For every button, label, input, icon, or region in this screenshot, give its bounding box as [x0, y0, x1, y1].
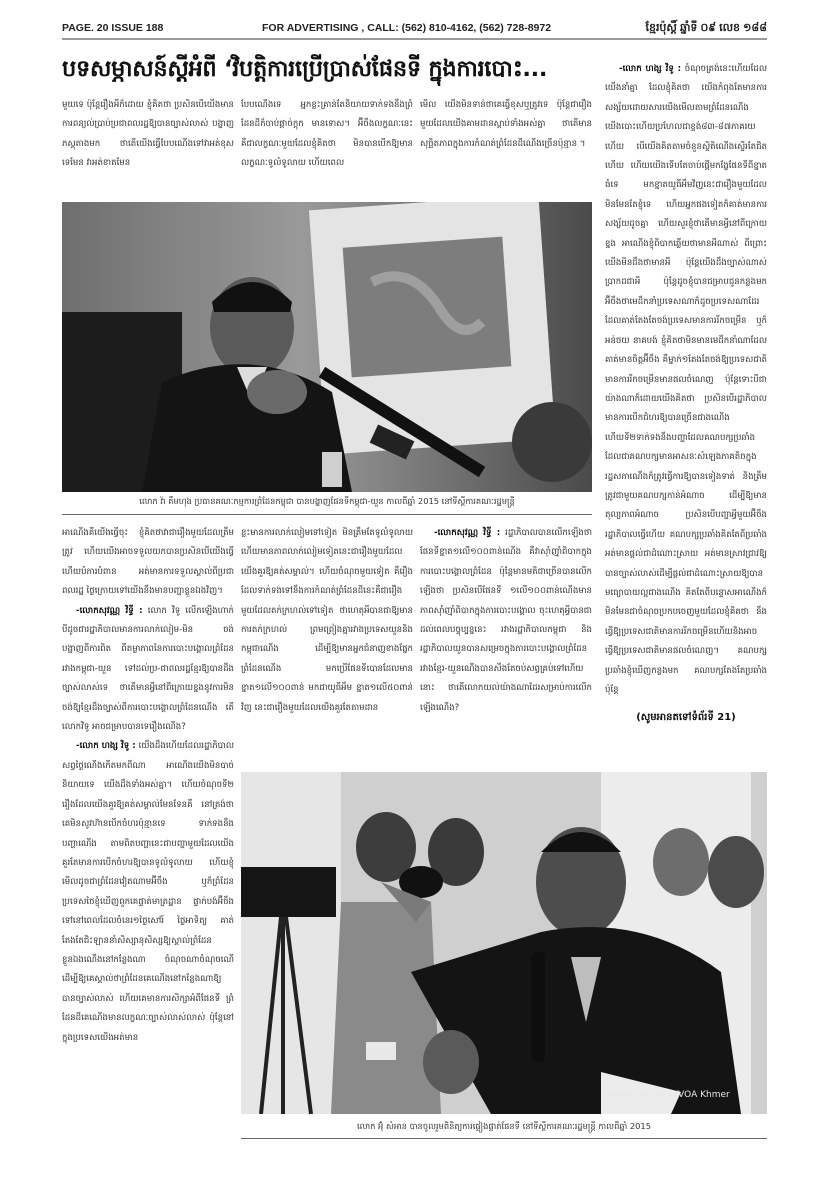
top-column-1 — [62, 96, 234, 194]
right-column — [605, 60, 767, 708]
paragraph — [420, 524, 592, 718]
top-column-3 — [420, 96, 592, 194]
top-column-2 — [241, 96, 413, 194]
paragraph: បែបណើងទេ អ្នកខ្លះគ្រាន់តែនិយាយទាក់ទងនឹងព្រំដែនដីក៏ចាប់ផ្ដាច់ក្ដុក មានទោស។ អ៊ីចឹងលក្ខណៈនេះ គឺជាលក្ខណៈមួយដែលខ្ញុំគិតថា មិនបានបើកឱ្យមានលក្ខណៈទូលំទូលាយ ហើយពេល — [241, 100, 413, 169]
paragraph — [605, 60, 767, 700]
photo-press-crowd — [241, 772, 767, 1114]
mid-column-1 — [62, 524, 234, 1118]
photo-credit: Neou Vannarin/VOA Khmer — [609, 1090, 730, 1100]
speaker-label: -លោកសុវណ្ណ វិទ្ធី : — [434, 528, 501, 538]
paragraph-text: រដ្ឋាភិបាលបានលើកឡើងថា ផែនទីខ្នាត១លើ១០០ពាន់ណើង គឺវាស៊ាំញ៉ាំពិបាកក្នុងការបោះបង្គោលព្រំដែន ប៉ុន្តែមានមតិជាច្រើនបានលើកឡើងថា ប្រសិនបើផែនទី ១លើ១០០ពាន់ណើងមានភាពស៊ាំញ៉ាំពិបាកក្នុងការបោះបង្គោល ចុះហេតុអ្វីបានជាដល់ពេលបច្ចុប្បន្ននេះ រវាងរដ្ឋាភិបាលកម្ពុជា និងរដ្ឋាភិបាលយួនបានសម្រេចក្នុងការបោះបង្គោលព្រំដែនរវាងខ្មែរ-យួនណើងបានសឹងតែចប់សព្វគ្រប់ទៅហើយនោះ ថាតើលោកយល់យ៉ាងណាដែរសម្រាប់ការលើកឡើងណើង? — [420, 528, 592, 713]
speaker-label: -លោក ហង្ស វិទូ : — [76, 741, 136, 752]
photo2-caption: លោក អ៊ុំ សំអាន បានចូលរួមពិនិត្យការផ្ទៀងផ្ទាត់ផែនទី នៅទីស្តីការគណៈរដ្ឋមន្ត្រី កាលពីឆ្នាំ 2015 — [356, 1121, 651, 1131]
mid-column-2 — [241, 524, 413, 758]
caption-divider — [241, 1138, 767, 1139]
photo-press-conference-map — [62, 202, 592, 492]
caption-divider — [62, 514, 592, 515]
mid-column-3 — [420, 524, 592, 758]
paragraph-text: យើងដឹងហើយដែលរដ្ឋាភិបាលសព្វថ្ងៃណើងកើតមកពីណា អាណើងយើងមិនបាច់និយាយទេ យើងដឹងទាំងអស់គ្នា។ ហើយចំណុចទី២ រឿងដែលយើងគួរឱ្យគត់សម្គាល់មែនទែនគឺ នៅត្រង់ថាគេមិនសូវហ៊ានបើកចំហរប៉ុន្មានទេ ទាក់ទងនឹងបញ្ហាណើង តាមពិតបញ្ហានេះជាបញ្ហាមួយដែលយើងគួរតែមានការបើកចំហរឱ្យបានទូលំទូលាយ ហើយខ្ញុំមើលដូចជាព្រំដែនវៀតណាមអ៊ីចឹង ឬក៏ព្រំដែនប្រទេសថៃខ្ញុំឃើញពួកគេផ្ទាត់មាត្រដ្ឋាន ផ្ទាក់បង់អ៊ីចឹងទៅនៅពេលដែលចំនេរ១ថ្ងៃសៅរ៍ ថ្ងៃអាទិត្យ គាត់តែងតែជិះឡាននាំសិស្សានុសិស្សឱ្យស្គាល់ព្រំដែនខ្លួនឯងណើងនៅកន្លែងណា ចំណុចណាចំណុចណើ ដើម្បីឱ្យគេស្គាល់ថាព្រំដែនគេណើងនៅកន្លែងណាឱ្យបានច្បាស់លាស់ ហើយគេមានការសិក្សាអំពីផែនទី ព្រំដែនដីគេណើងមានលក្ខណៈច្បាស់លាស់លាស់ ប៉ុន្តែនៅក្នុងប្រទេសយើងអត់មាន — [62, 741, 234, 1043]
page-issue-label: PAGE. 20 ISSUE 188 — [62, 22, 164, 34]
paragraph-text: អាណើងគឺយើងធ្វើចុះ ខ្ញុំគិតថាវាជារឿងមួយដែលត្រឹមត្រូវ ហើយយើងអាចទទួលយកបានប្រសិនបើយើងធ្វើហើយបំភារបំពាន អត់មានការទទួលស្គាល់ពីប្រជាពលរដ្ឋ ថ្ងៃក្រោយទៅយើងនឹងមានបញ្ហាខ្លួនឯងវិញ។ — [62, 528, 234, 597]
photo-image — [62, 202, 592, 492]
paragraph: មើល យើងមិនទាន់ថាគេធ្វើខុសឬត្រូវទេ ប៉ុន្តែជារឿងមួយដែលយើងគាមដានស្ដាប់ទាំងអស់គ្នា ថាតើមានសុច្ឆិតភាពក្នុងការកំណត់ព្រំដែនដីណើងច្រើនប៉ុន្មាន ។ — [420, 100, 592, 149]
paragraph: មួយទេ ប៉ុន្តែរឿងអីក៏ដោយ ខ្ញុំគិតថា ប្រសិនបើយើងមានការពន្យល់ប្រាប់ប្រជាពលរដ្ឋឱ្យបានច្បាស់លាស់ បង្ហាញភស្តុតាងមក ថាតើយើងធ្វើបែបណើងទៅវាអត់ខុសទេមែន វាអត់ខាតមែន — [62, 100, 234, 169]
paragraph — [62, 737, 234, 1048]
paragraph — [62, 602, 234, 738]
paragraph-text: ខ្លះមានការលាក់លៀមទៅទៀត មិនត្រឹមតែទូលំទូលាយ ហើយមានភាពលាក់លៀមទៀតនេះជារឿងមួយដែលយើងគួរឱ្យគត់សម្គាល់។ ហើយចំណុចមួយទៀត គឺរឿងដែលទាក់ទងទៅនឹងការកំណត់ព្រំដែនដីនេះគឺជារឿងមួយដែលតក់ក្រហល់ទៅទៀត ថាហេតុអីបានជាឱ្យមានការតក់ក្រហល់ ព្រមព្រៀងគ្នារវាងប្រទេសយួននិងកម្ពុជាណើង ដើម្បីឱ្យមានអ្នកជំនាញខាងផ្នែកព្រំដែនណើង មកប្រើផែនទីបោនដែលមានខ្នាត១លើ១០០ពាន់ មកជាយូធីអឹម ខ្នាត១លើ៥០ពាន់វិញ នេះជារឿងមួយដែលយើងគួរតែតាមដាន — [241, 528, 413, 713]
continued-notice[interactable]: (សូមអានតទៅទំព័រទី 21) — [636, 712, 736, 723]
paragraph-text: លោក វិទូ លើកឡើងហាក់បីដូចជារដ្ឋាភិបាលមានការលាក់លៀម-មិន ចង់បង្ហាញពីការពិត ពីតម្លាភាពនៃការបោះបង្គោលព្រំដែនរវាងកម្ពុជា-យួន ទៅដល់ប្រ-ជាពលរដ្ឋខ្មែរឱ្យបានដឹងច្បាស់លាស់ទេ ថាតើមានអ្វីនៅពីក្រោយខ្នងនូវការមិនចង់ឱ្យខ្មែរដឹងច្បាស់ពីការបោះបង្គោលព្រំដែនណើង តើលោកវិទូ អាចជម្រាបបានទេរឿងណើង? — [62, 605, 234, 733]
photo-image — [241, 772, 767, 1114]
header-divider — [62, 38, 767, 40]
advertising-contact: FOR ADVERTISING , CALL: (562) 810-4162, (562) 728-8972 — [262, 22, 552, 34]
masthead-issue: ខ្មែរប៉ុស្តិ៍ ឆ្នាំទី ០៩ លេខ ១៨៨ — [645, 22, 767, 34]
paragraph — [241, 524, 413, 718]
article-headline: បទសម្ភាសន៍ស្ដីអំពី ‘វិបត្តិការប្រើប្រាស់ផែនទី ក្នុងការបោះ... — [62, 56, 548, 82]
photo1-caption: លោក វ៉ា គឹមហុង ប្រធានគណៈកម្មការព្រំដែនកម្ពុជា បានបង្ហាញផែនទីកម្ពុជា-យួន កាលពីឆ្នាំ 2015 នៅទីស្តីការគណៈរដ្ឋមន្ត្រី — [139, 496, 515, 506]
page-header — [62, 22, 767, 36]
speaker-label: -លោក ហង្ស វិទូ : — [619, 64, 682, 74]
paragraph-text: ចំណុចត្រង់នេះហើយដែលយើងនាំគ្នា ដែលខ្ញុំគិតថា យើងកំពុងតែមានការសង្ស័យដោយសារយើងមើលតាមព្រំដែនណើង យើងបោះហើយប្រហែលជាខ្ទង់៨៣-៨៧ភាគរយហើយ បើយើងគិតតាមចំនួនស្ថិតិណើងស្ទើរតែជិតហើយ ហើយយើងទើបតែចាប់ផ្ដើមកង្ខែផែនទីពីខ្នាតធំទេ មកខ្នាតយូធីអឹមវិញនេះជារឿងមួយដែលមិនមែនតែខ្ញុំទេ ហើយអ្នកផងទៀតក៏គាត់មានការសង្ស័យដូចគ្នា ហើយសួរខ្ញុំថាតើមានអ្វីនៅពីក្រោយខ្នង អាណើងខ្ញុំពិបាកឆ្លើយថាមានអីណាស់ ពីព្រោះយើងមិនដឹងថាមានអី ប៉ុន្តែយើងដឹងច្បាស់ណាស់ ប្រាកដជាអី ប៉ុន្តែដូចខ្ញុំបានជម្រាបជូនកន្លងមកអ៊ីចឹងថាមេដឹកនាំប្រទេសណាក៏ដូចប្រទេសណាដែរ ដែលគាត់តែងតែចង់ប្រទេសមានការរីកចម្រើន ឬក៏អន់ថយ នាគបង់ ខ្ញុំគិតថាមិនមានមេដឹកនាំណាដែលគាត់មានចិត្តអ៊ីចឹង គឺម្នាក់១តែងតែចង់ឱ្យប្រទេសជាតិមានការរីកចម្រើនមានផលចំណេញ ប៉ុន្តែទោះបីជាយ៉ាងណាក៏ដោយយើងគិតថា ប្រសិនបើរដ្ឋាភិបាលមានការបើកជំហរឱ្យបានច្រើនជាងណើង ហើយទី២ទាក់ទងនឹងបញ្ហាដែលគណបក្សប្រឆាំង ដែលជាគណបក្សមានអាសនៈសំឡេងភាគតិចក្នុងរដ្ឋសភាណើងក៏ត្រូវធ្វើការឱ្យបានទៀងទាត់ និងត្រឹមត្រូវជាមួយគណបក្សកាន់អំណាច ដើម្បីឱ្យមានតុល្យភាពអំណាច ប្រសិនបើបញ្ហាអ្វីមួយអ៊ីចឹង រដ្ឋាភិបាលធ្វើហើយ គណបក្សប្រឆាំងគិតតែពីប្រឆាំង អត់មានផ្ដល់ជាដំណោះស្រាយ អត់មានស្រាវជ្រាវឱ្យបានច្បាស់លាស់ដើម្បីផ្ដល់ជាដំណោះស្រាយឱ្យបានមធ្យោបាយល្អជាងណើង គិតតែពីបន្ទោសអាណើងក៏មិនមែនជាចំណុចប្រកបចេញមួយដែលខ្ញុំគិតថា នឹងធ្វើឱ្យប្រទេសជាតិមានការរីកចម្រើនហើយនិងអាចធ្វើឱ្យប្រទេសជាតិមានផលចំណេញ។ គណបក្សប្រឆាំងខ្ញុំឃើញកន្លងមក គណបក្សតែងតែប្រឆាំង ប៉ុន្តែ — [605, 64, 767, 695]
paragraph — [62, 524, 234, 602]
speaker-label: -លោកសុវណ្ណ វិទ្ធី : — [76, 605, 143, 616]
